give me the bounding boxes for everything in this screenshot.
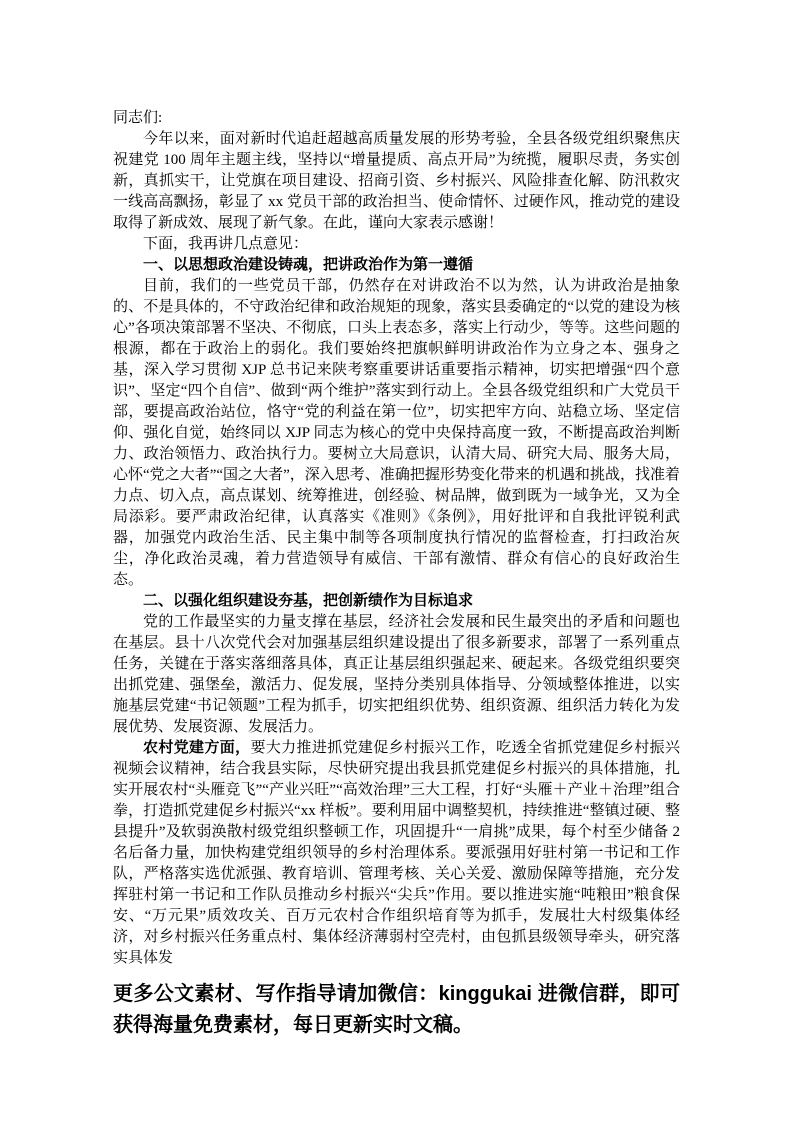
section-1-paragraph: 目前，我们的一些党员干部，仍然存在对讲政治不以为然，认为讲政治是抽象的、不是具体的，不守政治纪律和政治规矩的现象，落实县委确定的“以党的建设为核心”各项决策部署不坚决、不彻底，口头上表态多，落实上行动少，等等。这些问题的根源，都在于政治上的弱化。我们要始终把旗帜鲜明讲政治作为立身之本、强身之基，深入学习贯彻 XJP 总书记来陕考察重要讲话重要指示精神，切实把增强“四个意识”、坚定“四个自信”、做到“两个维护”落实到行动上。全县各级党组织和广大党员干部，要提高政治站位，恪守“党的利益在第一位”，切实把牢方向、站稳立场、坚定信仰、强化自觉，始终同以 XJP 同志为核心的党中央保持高度一致，不断提高政治判断力、政治领悟力、政治执行力。要树立大局意识，认清大局、研究大局、服务大局，心怀“党之大者”“国之大者”，深入思考、准确把握形势变化带来的机遇和挑战，找准着力点、切入点，高点谋划、统筹推进，创经验、树品牌，做到既为一域争光，又为全局添彩。要严肃政治纪律，认真落实《准则》《条例》，用好批评和自我批评锐利武器，加强党内政治生活、民主集中制等各项制度执行情况的监督检查，打扫政治灰尘，净化政治灵魂，着力营造领导有威信、干部有激情、群众有信心的良好政治生态。	[113, 278, 680, 588]
document-content	[113, 108, 680, 1041]
rural-party-building-paragraph	[113, 738, 680, 969]
section-1-heading: 一、以思想政治建设铸魂，把讲政治作为第一遵循	[143, 257, 474, 273]
transition-line: 下面，我再讲几点意见：	[143, 236, 309, 252]
section-2-heading: 二、以强化组织建设夯基，把创新绩作为目标追求	[143, 593, 474, 609]
intro-paragraph: 今年以来，面对新时代追赶超越高质量发展的形势考验，全县各级党组织聚焦庆祝建党 100 周年主题主线，坚持以“增量提质、高点开局”为统揽，履职尽责，务实创新，真抓实干，让党旗在项目建设、招商引资、乡村振兴、风险排查化解、防汛救灾一线高高飘扬，彰显了 xx 党员干部的政治担当、使命情怀、过硬作风，推动党的建设取得了新成效、展现了新气象。在此，谨向大家表示感谢！	[113, 131, 680, 231]
section-2-paragraph: 党的工作最坚实的力量支撑在基层，经济社会发展和民生最突出的矛盾和问题也在基层。县十八次党代会对加强基层组织建设提出了很多新要求，部署了一系列重点任务，关键在于落实落细落具体，真正让基层组织强起来、硬起来。各级党组织要突出抓党建、强堡垒，激活力、促发展，坚持分类别具体指导、分领域整体推进，以实施基层党建“书记领题”工程为抓手，切实把组织优势、组织资源、组织活力转化为发展优势、发展资源、发展活力。	[113, 614, 680, 735]
rural-paragraph-body: 要大力推进抓党建促乡村振兴工作，吃透全省抓党建促乡村振兴视频会议精神，结合我县实际，尽快研究提出我县抓党建促乡村振兴的具体措施，扎实开展农村“头雁竞飞”“产业兴旺”“高效治理”三大工程，打好“头雁＋产业＋治理”组合拳，打造抓党建促乡村振兴“xx 样板”。要利用届中调整契机，持续推进“整镇过硬、整县提升”及软弱涣散村级党组织整顿工作，巩固提升“一肩挑”成果，每个村至少储备 2 名后备力量，加快构建党组织领导的乡村治理体系。要派强用好驻村第一书记和工作队，严格落实选优派强、教育培训、管理考核、关心关爱、激励保障等措施，充分发挥驻村第一书记和工作队员推动乡村振兴“尖兵”作用。要以推进实施“吨粮田”粮食保安、“万元果”质效攻关、百万元农村合作组织培育等为抓手，发展壮大村级集体经济，对乡村振兴任务重点村、集体经济薄弱村空壳村，由包抓县级领导牵头，研究落实具体发	[113, 740, 680, 966]
salutation: 同志们:	[113, 110, 163, 126]
promo-note: 更多公文素材、写作指导请加微信：kinggukai 进微信群，即可获得海量免费素材，每日更新实时文稿。	[113, 983, 680, 1036]
rural-paragraph-lead: 农村党建方面，	[143, 740, 251, 756]
